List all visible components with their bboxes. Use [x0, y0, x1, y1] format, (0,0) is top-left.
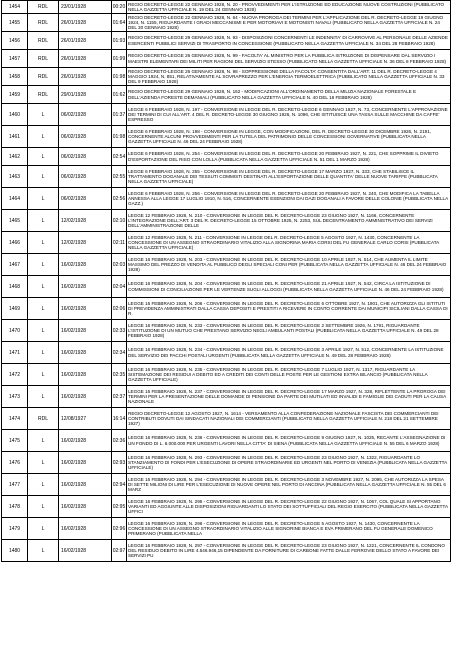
record-date: 16/02/1928	[59, 430, 112, 452]
record-code: 01:62	[112, 86, 127, 104]
record-date: 16/02/1928	[59, 540, 112, 562]
record-description: REGIO DECRETO-LEGGE 26 GENNAIO 1928, N. 98 - SOPPRESSIONE DELLA FACOLTA' CONSENTITA DALL'ART. 11 DEL R. DECRETO-LEGGE 4 MAGGIO 1924, N. 851, RELATIVAMENTE AL SOVRAPREZZO PER L'ENERGIA TERMOELETTRICA (PUBBLICATO NELLA GAZZETTA UFFICIALE N. 33 DEL 9 FEBBRAIO 1928)	[127, 68, 451, 86]
table-row	[2, 68, 451, 86]
table-row	[2, 364, 451, 386]
record-description: LEGGE 12 FEBBRAIO 1928, N. 210 - CONVERSIONE IN LEGGE DEL R. DECRETO-LEGGE 23 GIUGNO 1927, N. 1166, CONCERNENTE L'INTEGRAZIONE DELL'ART. 3 DEL R. DECRETO-LEGGE 15 OTTOBRE 1925, N. 2253, SUL DECENTRAMENTO AMMINISTRATIVO DEI SERVIZI DELL'AMMINISTRAZIONE DELLE	[127, 210, 451, 232]
record-type: L	[28, 518, 59, 540]
table-row	[2, 496, 451, 518]
record-number: 1461	[2, 126, 28, 148]
table-row	[2, 342, 451, 364]
record-code: 02:54	[112, 148, 127, 166]
table-row	[2, 104, 451, 126]
record-number: 1474	[2, 408, 28, 430]
record-description: REGIO DECRETO-LEGGE 26 GENNAIO 1928, N. 99 - FACOLTA' AL MINISTRO PER LA PUBBLICA ISTRUZIONE DI DISPENSARE DAL SERVIZIO I MAESTRI ELEMENTARI DEI MILITI PER RAGIONI DEL SERVIZIO STESSO (PUBBLICATO NELLA GAZZETTA UFFICIALE N. 36 DEL 8 FEBBRAIO 1928)	[127, 50, 451, 68]
record-code: 01:64	[112, 14, 127, 32]
record-description: LEGGE 6 FEBBRAIO 1928, N. 197 - CONVERSIONE IN LEGGE DEL R. DECRETO-LEGGE 6 GENNAIO 1927, N. 73, CONCERNENTE L'APPROVAZIONE DEI TERMINI DI CUI ALL'ART. 4 DEL R. DECRETO-LEGGE 30 GIUGNO 1926, N. 1096, CHE ISTITUISCE UNA TASSA SULLE MACCHINE DA CAFFE' ESPRESSO	[127, 104, 451, 126]
record-date: 26/01/1928	[59, 32, 112, 50]
record-code: 02:93	[112, 452, 127, 474]
record-type: L	[28, 342, 59, 364]
record-date: 06/02/1928	[59, 148, 112, 166]
table-row	[2, 50, 451, 68]
record-type: RDL	[28, 32, 59, 50]
record-description: LEGGE 16 FEBBRAIO 1928, N. 297 - CONVERSIONE IN LEGGE DEL R. DECRETO-LEGGE 23 GIUGNO 1927, N. 1221, CONCERNENTE IL CONDONO DEL RESIDUO DEBITO IN LIRE 4.546.946,15 DIPENDENTE DA FORNITURE DI CARBONE FATTE DALLE FERROVIE DELLO STATO A FAVORE DEI SERVIZI PU	[127, 540, 451, 562]
table-row	[2, 452, 451, 474]
record-date: 12/08/1927	[59, 408, 112, 430]
record-number: 1472	[2, 364, 28, 386]
record-type: L	[28, 276, 59, 298]
record-code: 02:97	[112, 540, 127, 562]
record-code: 01:99	[112, 50, 127, 68]
record-date: 26/01/1928	[59, 50, 112, 68]
record-code: 02:04	[112, 276, 127, 298]
record-code: 01:98	[112, 68, 127, 86]
table-row	[2, 86, 451, 104]
record-number: 1464	[2, 188, 28, 210]
table-row	[2, 276, 451, 298]
table-row	[2, 14, 451, 32]
record-number: 1479	[2, 518, 28, 540]
record-type: RDL	[28, 86, 59, 104]
record-code: 02:03	[112, 254, 127, 276]
record-date: 23/01/1928	[59, 1, 112, 14]
record-number: 1467	[2, 254, 28, 276]
record-type: L	[28, 430, 59, 452]
table-row	[2, 540, 451, 562]
record-description: LEGGE 6 FEBBRAIO 1928, N. 256 - CONVERSIONE IN LEGGE DEL R. DECRETO-LEGGE 20 FEBBRAIO 1927, N. 240, CHE MODIFICA LA TABELLA ANNESSA ALLA LEGGE 17 LUGLIO 1910, N. 516, CONCERNENTE ESENZIONI DAI DAZI DOGANALI A FAVORE DELLE COLONIE (PUBBLICATA NELLA GAZZ.)	[127, 188, 451, 210]
record-date: 16/02/1928	[59, 298, 112, 320]
record-description: LEGGE 16 FEBBRAIO 1928, N. 237 - CONVERSIONE IN LEGGE DEL R. DECRETO-LEGGE 17 MARZO 1927, N. 328, RIFLETTENTE LA PROROGA DEI TERMINI PER LA PRESENTAZIONE DELLE DOMANDE DI PENSIONE DA PARTE DEI MUTILATI ED INVALIDI E FAMIGLIE DEI CADUTI PER LA CAUSA NAZIONALE	[127, 386, 451, 408]
record-code: 02:96	[112, 518, 127, 540]
table-row	[2, 126, 451, 148]
table-row	[2, 298, 451, 320]
record-type: L	[28, 210, 59, 232]
record-description: LEGGE 16 FEBBRAIO 1928, N. 235 - CONVERSIONE IN LEGGE DEL R. DECRETO-LEGGE 7 LUGLIO 1927, N. 1317, RIGUARDANTE LA SISTEMAZIONE DEI RESIDUI A DEBITO ED A CREDITI DEI CONTI DELLE POSTE PER LE GESTIONI EXTRA BILANCIO (PUBBLICATA NELLA GAZZETTA UFFICIALE)	[127, 364, 451, 386]
table-row	[2, 320, 451, 342]
record-number: 1465	[2, 210, 28, 232]
table-row	[2, 232, 451, 254]
table-row	[2, 386, 451, 408]
record-date: 16/02/1928	[59, 496, 112, 518]
record-date: 06/02/1928	[59, 104, 112, 126]
record-date: 16/02/1928	[59, 320, 112, 342]
record-date: 26/01/1928	[59, 14, 112, 32]
record-description: LEGGE 16 FEBBRAIO 1928, N. 295 - CONVERSIONE IN LEGGE DEL R. DECRETO-LEGGE 22 GIUGNO 1927, N. 1067, COL QUALE SI APPORTANO VARIANTI ED AGGIUNTE ALLE DISPOSIZIONI RIGUARDANTI LO STATO DEI SOTTUFFICIALI DEL REGIO ESERCITO (PUBBLICATA NELLA GAZZETTA UFFICI	[127, 496, 451, 518]
record-code: 01:93	[112, 32, 127, 50]
record-description: LEGGE 16 FEBBRAIO 1928, N. 296 - CONVERSIONE IN LEGGE DEL R. DECRETO-LEGGE 5 AGOSTO 1927, N. 1430, CONCERNENTE LA CONCESSIONE DI UN ASSEGNO STRAORDINARIO VITALIZIO ALLE SIGNORINE BIANCA E EVA PRIMERANO DEL FU GENERALE DOMENICO PRIMERANO (PUBBLICATA NELLA	[127, 518, 451, 540]
record-code: 01:37	[112, 104, 127, 126]
record-type: L	[28, 320, 59, 342]
record-code: 02:11	[112, 232, 127, 254]
record-number: 1475	[2, 430, 28, 452]
record-description: LEGGE 16 FEBBRAIO 1928, N. 294 - CONVERSIONE IN LEGGE DEL R. DECRETO-LEGGE 3 NOVEMBRE 1927, N. 2095, CHE AUTORIZZA LA SPESA DI SETTE MILIONI DI LIRE PER L'ESECUZIONE DI NUOVE OPERE NEL PORTO DI ANCONA (PUBBLICATA NELLA GAZZETTA UFFICIALE N. 55 DEL 6 MARZ	[127, 474, 451, 496]
record-number: 1480	[2, 540, 28, 562]
record-type: L	[28, 148, 59, 166]
record-date: 12/02/1928	[59, 232, 112, 254]
record-number: 1478	[2, 496, 28, 518]
record-number: 1468	[2, 276, 28, 298]
record-date: 16/02/1928	[59, 364, 112, 386]
record-type: RDL	[28, 14, 59, 32]
record-date: 26/01/1928	[59, 68, 112, 86]
record-date: 06/02/1928	[59, 188, 112, 210]
record-number: 1477	[2, 474, 28, 496]
record-number: 1470	[2, 320, 28, 342]
laws-register-table	[1, 0, 451, 562]
table-row	[2, 210, 451, 232]
record-number: 1456	[2, 32, 28, 50]
record-type: L	[28, 386, 59, 408]
record-number: 1458	[2, 68, 28, 86]
record-date: 16/02/1928	[59, 342, 112, 364]
table-row	[2, 254, 451, 276]
record-type: L	[28, 126, 59, 148]
record-type: L	[28, 254, 59, 276]
table-row	[2, 188, 451, 210]
record-description: LEGGE 16 FEBBRAIO 1928, N. 203 - CONVERSIONE IN LEGGE DEL R. DECRETO-LEGGE 10 APRILE 1927, N. 514, CHE AUMENTA IL LIMITE MASSIMO DEL PREZZO DI VENDITA AL PUBBLICO DEGLI SPECIALI CONI PER (PUBBLICATA NELLA GAZZETTA UFFICIALE N. 46 DEL 24 FEBBRAIO 1928)	[127, 254, 451, 276]
table-row	[2, 430, 451, 452]
record-date: 16/02/1928	[59, 452, 112, 474]
record-date: 06/02/1928	[59, 166, 112, 188]
record-description: LEGGE 16 FEBBRAIO 1928, N. 206 - CONVERSIONE IN LEGGE DEL R. DECRETO-LEGGE 6 OTTOBRE 1927, N. 1901, CHE AUTORIZZA GLI ISTITUTI DI PREVIDENZA AMMINISTRATI DALLA CASSA DEPOSITI E PRESTITI A RICEVERE IN CONTO CORRENTE DAI MUNICIPI SICILIANI DALLA CASSA DI R.	[127, 298, 451, 320]
register-body	[2, 1, 451, 562]
record-code: 02:10	[112, 210, 127, 232]
record-code: 02:33	[112, 320, 127, 342]
record-type: L	[28, 496, 59, 518]
record-description: LEGGE 6 FEBBRAIO 1928, N. 255 - CONVERSIONE IN LEGGE DEL R. DECRETO-LEGGE 17 MARZO 1927, N. 333, CHE STABILISCE IL TRATTAMENTO DOGANALE DEI TESSUTI COMMISTI DESTINATI ALL'ESPORTAZIONE DELLE QUANTITA' DELLE NUOVE TARIFFE (PUBBLICATA NELLA GAZZETTA UFFICIALE)	[127, 166, 451, 188]
record-type: RDL	[28, 68, 59, 86]
record-type: RDL	[28, 1, 59, 14]
record-date: 06/02/1928	[59, 126, 112, 148]
table-row	[2, 408, 451, 430]
record-description: LEGGE 16 FEBBRAIO 1928, N. 234 - CONVERSIONE IN LEGGE DEL R. DECRETO-LEGGE 3 APRILE 1927, N. 512, CONCERNENTE LA ISTITUZIONE DEL SERVIZIO DEI PACCHI POSTALI URGENTI (PUBBLICATA NELLA GAZZETTA UFFICIALE N. 49 DEL 28 FEBBRAIO 1928)	[127, 342, 451, 364]
record-type: RDL	[28, 50, 59, 68]
record-description: LEGGE 12 FEBBRAIO 1928, N. 211 - CONVERSIONE IN LEGGE DEL R. DECRETO-LEGGE 5 AGOSTO 1927, N. 1430, CONCERNENTE LA CONCESSIONE DI UN ASSEGNO STRAORDINARIO VITALIZIO ALLA SIGNORINA MARIA CORSI DEL FU GENERALE CARLO CORSI (PUBBLICATA NELLA GAZZETTA UFFICIALE)	[127, 232, 451, 254]
record-description: REGIO DECRETO-LEGGE 29 GENNAIO 1928, N. 162 - MODIFICAZIONI ALL'ORDINAMENTO DELLA MILIZIA NAZIONALE FORESTALE E DELL'AZIENDA FORESTE DEMANIALI (PUBBLICATO NELLA GAZZETTA UFFICIALE N. 40 DEL 18 FEBBRAIO 1928)	[127, 86, 451, 104]
record-type: L	[28, 188, 59, 210]
table-row	[2, 166, 451, 188]
record-number: 1457	[2, 50, 28, 68]
table-row	[2, 474, 451, 496]
record-type: L	[28, 232, 59, 254]
record-number: 1476	[2, 452, 28, 474]
record-number: 1454	[2, 1, 28, 14]
record-type: L	[28, 452, 59, 474]
record-description: REGIO DECRETO-LEGGE 22 GENNAIO 1928, N. 64 - NUOVA PROROGA DEI TERMINI PER L'APPLICAZIONE DEL R. DECRETO-LEGGE 19 GIUGNO 1924, N. 1155, RIGUARDANTE I GRADI MECCANISMI E PER MOTORIAVI E MOTONISTI NAVALI (PUBBLICATO NELLA GAZZETTA UFFICIALE N. 24 DEL 30 GENNAIO 1928)	[127, 14, 451, 32]
record-code: 01:98	[112, 126, 127, 148]
record-number: 1455	[2, 14, 28, 32]
record-number: 1471	[2, 342, 28, 364]
record-code: 02:55	[112, 166, 127, 188]
record-description: REGIO DECRETO-LEGGE 12 AGOSTO 1927, N. 1614 - VERSAMENTO ALLA CONFEDERAZIONE NAZIONALE FASCISTA DEI COMMERCIANTI DEI CONTRIBUTI DOVUTI DAI SINDACATI NAZIONALI DEI COMMERCIANTI (PUBBLICATO NELLA GAZZETTA UFFICIALE N. 218 DEL 21 SETTEMBRE 1927)	[127, 408, 451, 430]
record-code: 02:56	[112, 188, 127, 210]
record-description: LEGGE 16 FEBBRAIO 1928, N. 293 - CONVERSIONE IN LEGGE DEL R. DECRETO-LEGGE 23 GIUGNO 1927, N. 1322, RIGUARDANTE LO STANZIAMENTO DI FONDI PER L'ESECUZIONE DI OPERE STRAORDINARIE ED URGENTI NEL PORTO DI VENEZIA (PUBBLICATA NELLA GAZZETTA UFFICIALE)	[127, 452, 451, 474]
record-code: 02:35	[112, 364, 127, 386]
record-type: L	[28, 540, 59, 562]
record-code: 00:20	[112, 1, 127, 14]
record-type: L	[28, 166, 59, 188]
record-date: 29/01/1928	[59, 86, 112, 104]
record-number: 1463	[2, 166, 28, 188]
record-type: L	[28, 104, 59, 126]
table-row	[2, 148, 451, 166]
table-row	[2, 518, 451, 540]
record-code: 02:94	[112, 474, 127, 496]
record-code: 02:34	[112, 342, 127, 364]
record-description: LEGGE 16 FEBBRAIO 1928, N. 236 - CONVERSIONE IN LEGGE DEL R. DECRETO-LEGGE 9 GIUGNO 1927, N. 1025, RECANTE L'ASSEGNAZIONE DI UN FONDO DI L. 6.000.000 PER URGENTI LAVORI NELLA CITTA' DI SIENA (PUBBLICATA NELLA GAZZETTA UFFICIALE N. 55 DEL 6 MARZO 1928)	[127, 430, 451, 452]
record-code: 02:37	[112, 386, 127, 408]
record-type: L	[28, 364, 59, 386]
record-number: 1466	[2, 232, 28, 254]
record-code: 02:95	[112, 496, 127, 518]
table-row	[2, 32, 451, 50]
record-description: LEGGE 6 FEBBRAIO 1928, N. 254 - CONVERSIONE IN LEGGE DEL R. DECRETO-LEGGE 20 FEBBRAIO 1927, N. 221, CHE SOPPRIME IL DIVIETO D'ESPORTAZIONE DEL RISO CON LOLLA (PUBBLICATA NELLA GAZZETTA UFFICIALE N. 51 DEL 1 MARZO 1928)	[127, 148, 451, 166]
record-number: 1469	[2, 298, 28, 320]
record-date: 16/02/1928	[59, 254, 112, 276]
record-number: 1460	[2, 104, 28, 126]
record-number: 1462	[2, 148, 28, 166]
table-row	[2, 1, 451, 14]
record-description: REGIO DECRETO-LEGGE 22 GENNAIO 1928, N. 20 - PROVVEDIMENTI PER L'ISTRUZIONE ED EDUCAZIONE NUOVE COSTRUZIONI (PUBBLICATO NELLA GAZZETTA UFFICIALE N. 19 DEL 24 GENNAIO 1928)	[127, 1, 451, 14]
record-description: REGIO DECRETO-LEGGE 29 GENNAIO 1928, N. 93 - DISPOSIZIONI CONCERNENTI LE INDENNITA' DI CARROVIVE AL PERSONALE DELLE AZIENDE ESERCENTI PUBBLICI SERVIZI DI TRASPORTO IN CONCESSIONE (PUBBLICATO NELLA GAZZETTA UFFICIALE N. 34 DEL 28 FEBBRAIO 1928)	[127, 32, 451, 50]
record-date: 16/02/1928	[59, 386, 112, 408]
record-description: LEGGE 16 FEBBRAIO 1928, N. 233 - CONVERSIONE IN LEGGE DEL R. DECRETO-LEGGE 2 SETTEMBRE 1926, N. 1791, RIGUARDANTE L'ISTITUZIONE DI UN MUTUO CHE PRESTANO SERVIZIO NEGLI AMBULANTI POSTALI (PUBBLICATA NELLA GAZZETTA UFFICIALE N. 49 DEL 28 FEBBRAIO 1928)	[127, 320, 451, 342]
record-type: L	[28, 474, 59, 496]
record-description: LEGGE 6 FEBBRAIO 1928, N. 198 - CONVERSIONE IN LEGGE, CON MODIFICAZIONI, DEL R. DECRETO-LEGGE 30 DICEMBRE 1926, N. 2191, CONCERNENTE ALCUNI PROVVEDIMENTI PER LA TUTELA DEL PATRIMONIO DELLE CONCESSIONI GOVERNATIVE (PUBBLICATA NELLA GAZZETTA UFFICIALE N. 46 DEL 24 FEBBRAIO 1928)	[127, 126, 451, 148]
record-date: 16/02/1928	[59, 474, 112, 496]
record-number: 1459	[2, 86, 28, 104]
record-type: L	[28, 298, 59, 320]
record-description: LEGGE 16 FEBBRAIO 1928, N. 204 - CONVERSIONE IN LEGGE DEL R. DECRETO-LEGGE 21 APRILE 1927, N. 542, CIRCA LA ISTITUZIONE DI COMMISSIONI DI CONCILIAZIONE PER LE VERTENZE SUGLI ALLOGGI (PUBBLICATA NELLA GAZZETTA UFFICIALE N. 46 DEL 24 FEBBRAIO 1928)	[127, 276, 451, 298]
record-date: 12/02/1928	[59, 210, 112, 232]
record-date: 16/02/1928	[59, 276, 112, 298]
record-type: RDL	[28, 408, 59, 430]
record-date: 16/02/1928	[59, 518, 112, 540]
record-code: 02:36	[112, 430, 127, 452]
record-code: 02:06	[112, 298, 127, 320]
record-number: 1473	[2, 386, 28, 408]
record-code: 16:14	[112, 408, 127, 430]
